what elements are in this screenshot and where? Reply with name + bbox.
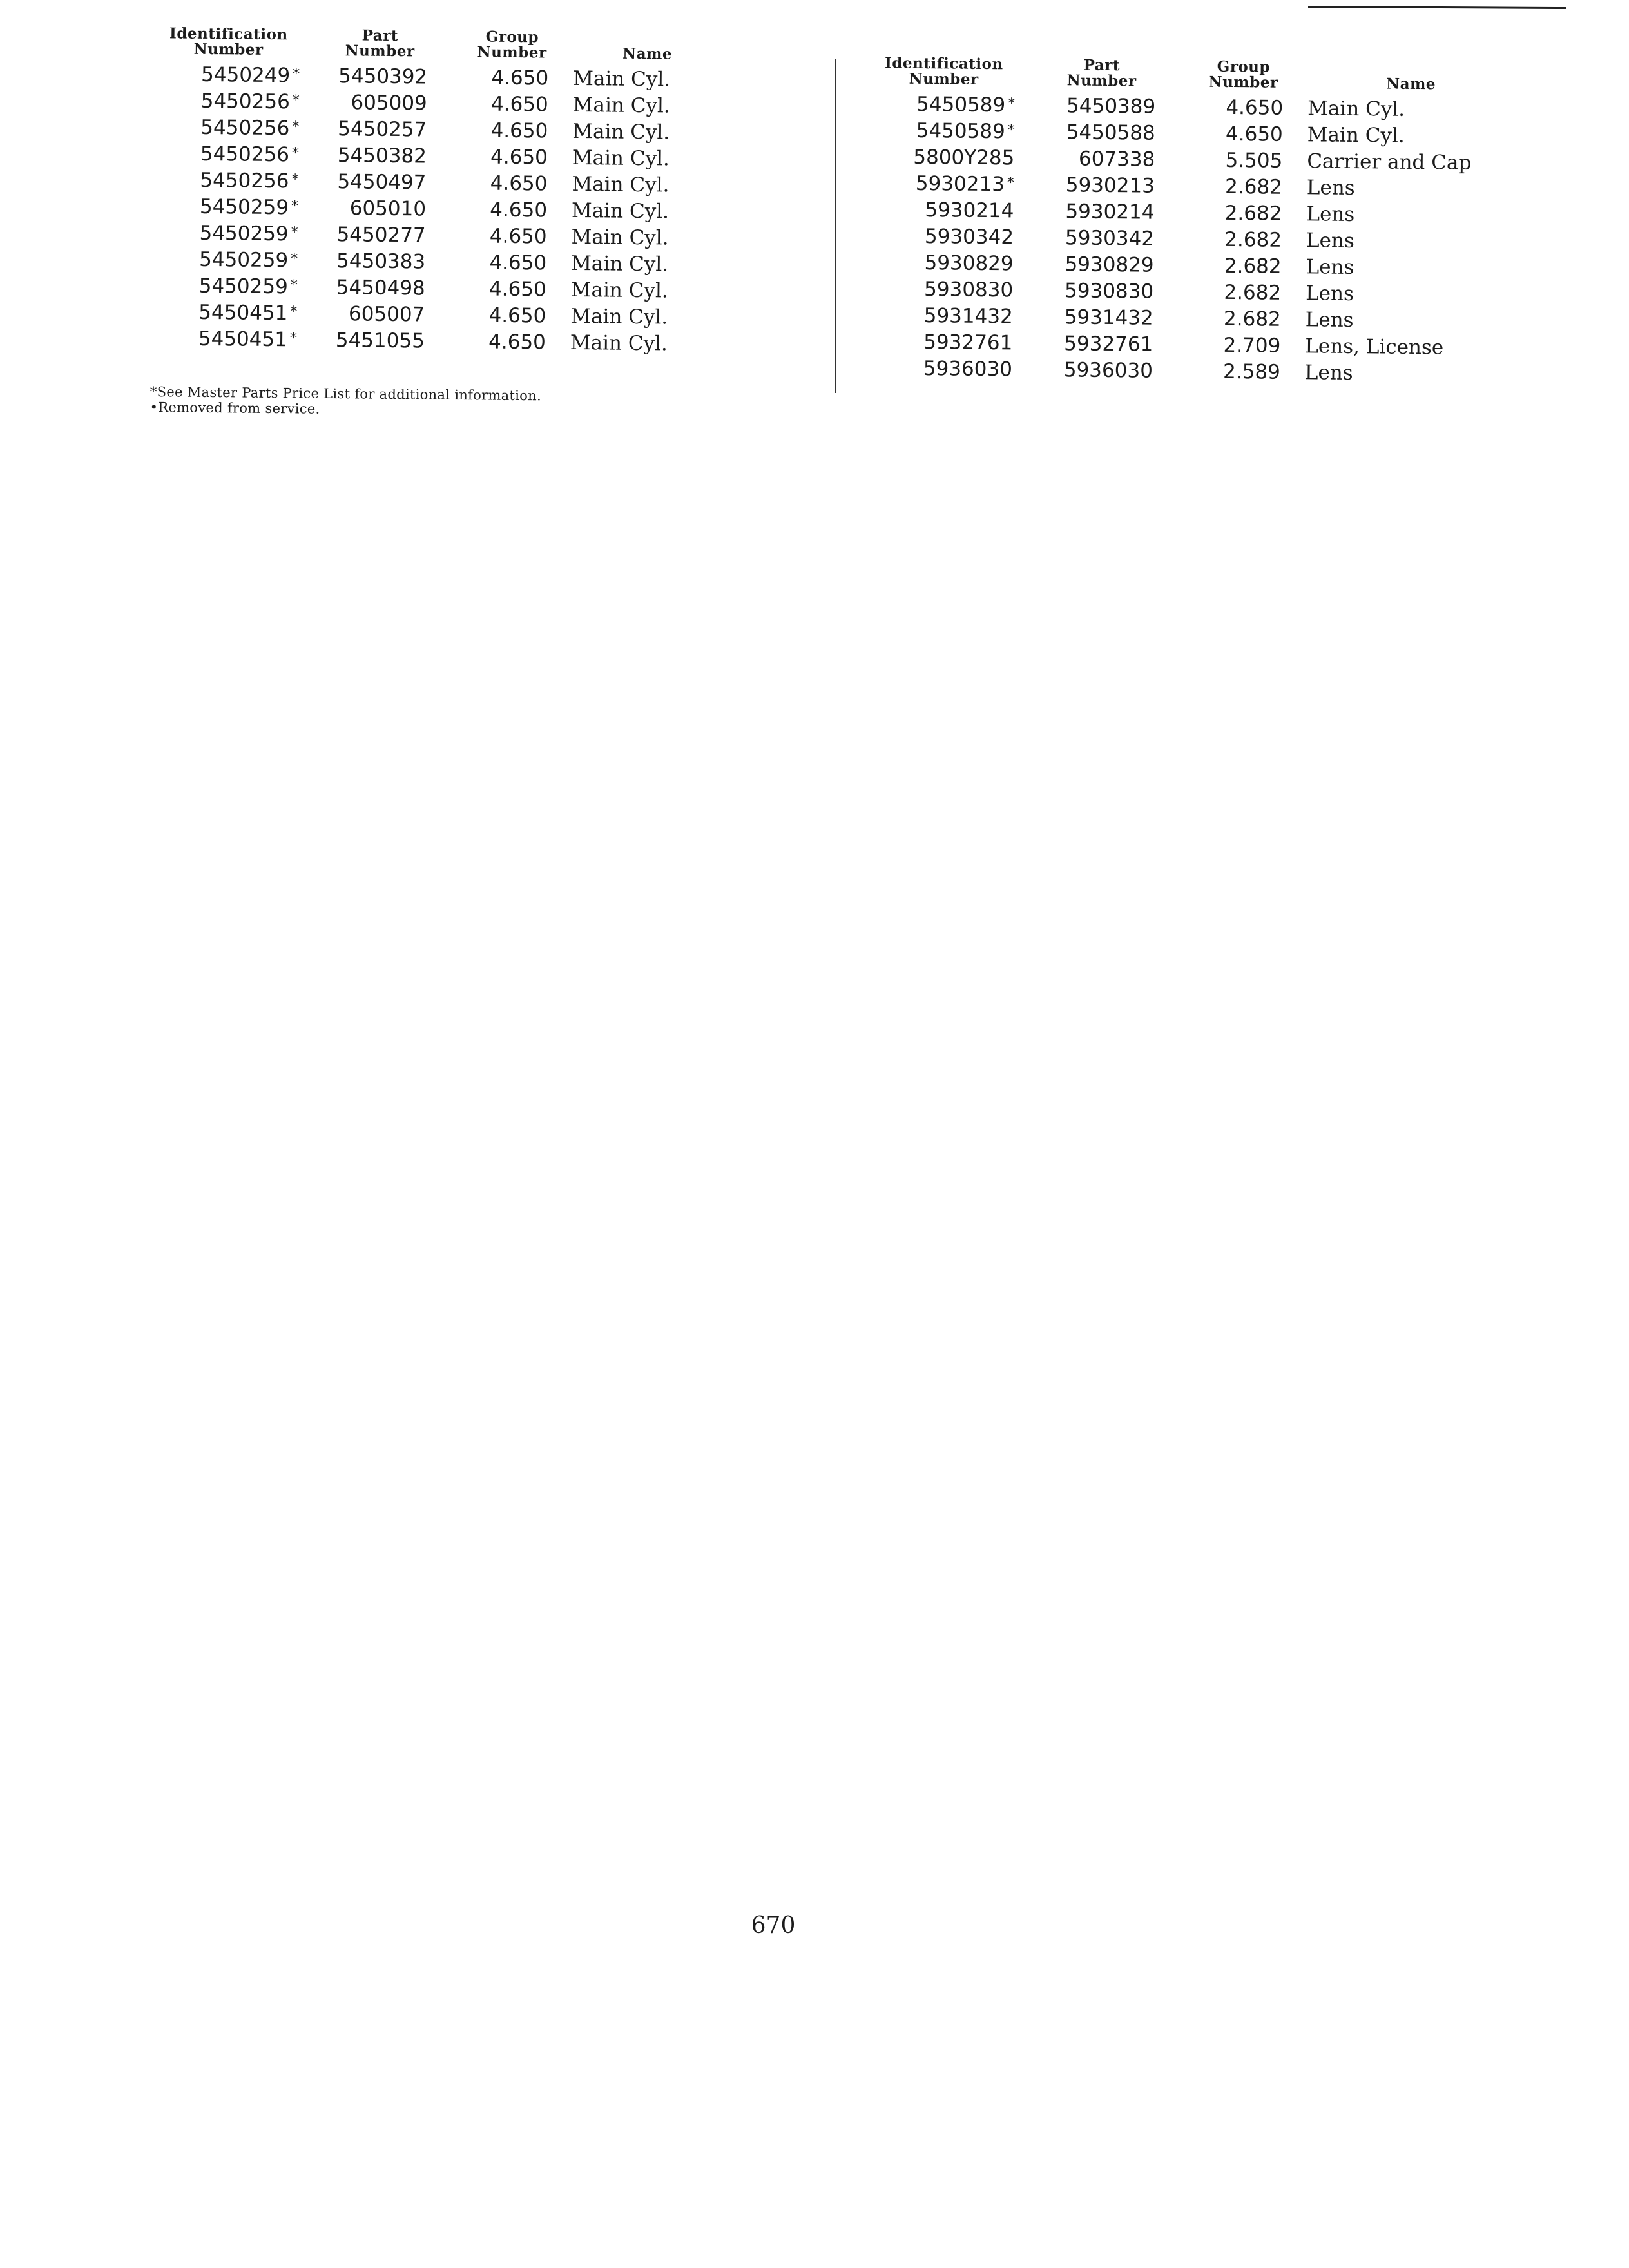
identification-number-cell (863, 117, 1024, 145)
asterisk-mark: * (1008, 95, 1016, 111)
name-value: Main Cyl. (570, 251, 669, 276)
identification-number-value: 5450259 (198, 247, 289, 272)
asterisk-mark: * (291, 144, 300, 161)
identification-number-value: 5930342 (924, 224, 1014, 249)
identification-number-value: 5450259 (199, 221, 289, 245)
name-cell (1307, 148, 1513, 176)
part-number-cell (1023, 224, 1177, 253)
group-number-value: 4.650 (490, 171, 548, 195)
header-name: Name (1385, 75, 1436, 93)
header-identification-number: Identification Number (169, 24, 288, 59)
identification-number-value: 5450589 (916, 92, 1006, 117)
name-value: Main Cyl. (571, 198, 670, 223)
identification-number-cell (860, 354, 1021, 383)
name-value: Main Cyl. (570, 331, 668, 355)
group-number-value: 2.682 (1224, 254, 1282, 278)
asterisk-mark: * (290, 303, 298, 320)
left-header-row (148, 26, 722, 66)
group-number-value: 4.650 (490, 198, 548, 222)
header-name: Name (622, 44, 673, 63)
identification-number-cell (145, 298, 306, 327)
group-number-value: 4.650 (488, 303, 546, 327)
name-value: Main Cyl. (572, 119, 670, 144)
identification-number-cell (148, 61, 309, 89)
identification-number-cell (147, 140, 308, 168)
identification-number-value: 5932761 (923, 330, 1013, 354)
name-value: Main Cyl. (1307, 96, 1405, 121)
group-number-cell (450, 117, 572, 144)
part-number-cell (307, 274, 448, 302)
name-cell (572, 171, 720, 198)
group-number-cell (448, 249, 571, 276)
name-cell (1306, 280, 1512, 308)
part-number-value: 5930342 (1065, 226, 1155, 251)
part-number-cell (308, 142, 450, 169)
asterisk-mark: * (291, 197, 299, 214)
identification-number-value: 5450256 (200, 142, 290, 166)
identification-number-cell (861, 249, 1022, 277)
group-number-cell (450, 143, 572, 171)
part-number-value: 5450277 (336, 222, 426, 247)
group-number-value: 4.650 (490, 145, 548, 169)
group-number-value: 2.589 (1222, 360, 1281, 384)
asterisk-mark: * (292, 118, 300, 135)
name-cell (1307, 174, 1513, 202)
part-number-value: 5930829 (1065, 252, 1154, 277)
identification-number-cell (862, 222, 1023, 251)
part-number-value: 5450257 (338, 117, 427, 142)
asterisk-mark: * (292, 91, 300, 108)
identification-number-cell (146, 219, 307, 247)
part-number-cell (307, 247, 448, 275)
part-number-value: 5450498 (336, 275, 425, 300)
name-cell (1305, 359, 1511, 387)
part-number-cell (1022, 251, 1177, 279)
part-number-cell (1024, 92, 1179, 120)
part-number-value: 5450383 (336, 249, 426, 274)
part-number-value: 5932761 (1064, 331, 1153, 356)
header-part-number: Part Number (1066, 56, 1137, 90)
part-number-value: 605007 (348, 302, 425, 327)
identification-number-value: 5930214 (925, 198, 1014, 222)
right-table-body (860, 90, 1514, 388)
name-cell (1306, 227, 1512, 255)
header-identification-number: Identification Number (884, 54, 1003, 88)
part-number-cell (306, 327, 448, 354)
group-number-cell (1176, 331, 1305, 359)
asterisk-mark: * (291, 224, 298, 240)
part-number-cell (309, 89, 450, 117)
identification-number-value: 5800Y285 (913, 145, 1015, 169)
identification-number-cell (862, 143, 1023, 171)
name-value: Main Cyl. (570, 278, 668, 302)
part-number-value: 5450392 (338, 64, 428, 89)
group-number-cell (1178, 146, 1307, 174)
identification-number-value: 5450259 (198, 274, 288, 298)
part-number-value: 5450588 (1066, 120, 1155, 145)
asterisk-mark: * (1007, 121, 1015, 138)
name-cell (570, 329, 718, 357)
identification-number-value: 5450259 (199, 195, 289, 219)
group-number-value: 4.650 (488, 277, 546, 301)
name-cell (1306, 200, 1512, 229)
footnote-master-parts: *See Master Parts Price List for additional information. (149, 384, 542, 404)
group-number-cell (1179, 93, 1307, 121)
group-number-value: 4.650 (488, 330, 546, 354)
identification-number-value: 5930829 (924, 251, 1014, 275)
name-value: Main Cyl. (572, 172, 670, 197)
part-number-cell (1021, 330, 1176, 358)
part-number-cell (1023, 145, 1178, 173)
group-number-value: 4.650 (491, 66, 549, 90)
header-part-number: Part Number (345, 26, 415, 61)
name-value: Lens (1306, 202, 1355, 226)
name-value: Carrier and Cap (1307, 149, 1472, 175)
part-number-cell (1023, 171, 1178, 200)
group-number-cell (448, 222, 571, 250)
name-value: Main Cyl. (572, 93, 670, 117)
part-number-cell (1022, 277, 1177, 305)
left-table-body (145, 61, 722, 357)
group-number-cell (1177, 199, 1306, 227)
group-number-cell (450, 64, 573, 91)
name-value: Lens (1306, 228, 1355, 253)
part-number-cell (309, 62, 450, 90)
group-number-value: 4.650 (489, 251, 547, 274)
part-number-cell (306, 300, 448, 328)
group-number-cell (449, 196, 572, 224)
part-number-value: 605009 (351, 90, 427, 115)
asterisk-mark: * (1007, 174, 1015, 191)
name-cell (572, 197, 720, 225)
identification-number-cell (146, 166, 307, 195)
name-cell (1306, 306, 1512, 334)
group-number-value: 2.682 (1223, 307, 1281, 331)
identification-number-cell (862, 169, 1023, 198)
identification-number-cell (861, 275, 1022, 303)
identification-number-cell (146, 245, 307, 274)
identification-number-cell (145, 325, 306, 353)
identification-number-value: 5450256 (200, 168, 289, 193)
group-number-cell (1176, 358, 1305, 385)
part-number-value: 5451055 (335, 328, 425, 353)
identification-number-value: 5450256 (200, 115, 290, 140)
part-number-cell (1023, 198, 1177, 226)
part-number-value: 5930830 (1064, 278, 1154, 303)
identification-number-cell (861, 302, 1022, 330)
header-group-number: Group Number (477, 28, 547, 62)
left-parts-table (145, 26, 722, 357)
group-number-value: 2.709 (1223, 333, 1281, 358)
name-cell (573, 91, 721, 119)
group-number-cell (1178, 173, 1307, 200)
name-cell (1307, 95, 1514, 123)
top-rule (1308, 6, 1566, 9)
group-number-value: 5.505 (1225, 148, 1283, 173)
part-number-value: 5931432 (1064, 305, 1153, 330)
group-number-value: 4.650 (1225, 122, 1283, 146)
group-number-value: 4.650 (490, 92, 548, 117)
group-number-cell (1177, 252, 1306, 280)
group-number-cell (450, 90, 573, 118)
name-value: Lens, License (1305, 334, 1444, 359)
name-value: Main Cyl. (572, 66, 671, 91)
name-cell (572, 118, 720, 146)
group-number-cell (1177, 278, 1306, 306)
name-value: Main Cyl. (572, 146, 670, 170)
part-number-cell (307, 221, 448, 249)
name-cell (571, 276, 719, 304)
name-value: Lens (1306, 255, 1354, 279)
group-number-value: 2.682 (1224, 280, 1282, 305)
name-value: Lens (1306, 175, 1355, 200)
identification-number-value: 5930830 (923, 277, 1014, 302)
part-number-value: 5450389 (1066, 93, 1156, 119)
name-cell (1305, 332, 1511, 361)
identification-number-cell (146, 193, 307, 221)
part-number-cell (307, 168, 449, 196)
part-number-value: 5450382 (337, 143, 427, 168)
group-number-value: 4.650 (490, 119, 548, 143)
identification-number-cell (146, 272, 307, 300)
part-number-cell (1024, 119, 1179, 147)
identification-number-cell (860, 328, 1021, 356)
part-number-value: 5450497 (337, 169, 427, 195)
identification-number-value: 5931432 (923, 303, 1013, 328)
part-number-cell (1022, 303, 1177, 332)
part-number-cell (308, 115, 450, 143)
identification-number-value: 5936030 (923, 356, 1013, 381)
table-row (145, 325, 718, 357)
part-number-value: 5930214 (1065, 199, 1155, 224)
part-number-value: 607338 (1078, 147, 1155, 171)
name-value: Main Cyl. (571, 225, 669, 249)
name-cell (1307, 121, 1514, 149)
identification-number-cell (862, 196, 1023, 224)
identification-number-value: 5450589 (916, 119, 1005, 143)
name-cell (570, 303, 718, 331)
name-value: Lens (1304, 360, 1353, 385)
identification-number-cell (863, 90, 1024, 119)
identification-number-value: 5450256 (200, 89, 290, 113)
asterisk-mark: * (293, 65, 300, 82)
identification-number-value: 5930213 (915, 171, 1005, 196)
group-number-value: 4.650 (489, 224, 547, 248)
identification-number-cell (147, 113, 308, 142)
name-value: Main Cyl. (570, 304, 668, 329)
asterisk-mark: * (291, 250, 298, 267)
name-cell (573, 65, 721, 93)
group-number-cell (1177, 226, 1306, 253)
group-number-cell (1179, 120, 1307, 148)
asterisk-mark: * (290, 276, 298, 293)
part-number-cell (1021, 356, 1176, 385)
group-number-cell (1177, 305, 1306, 332)
group-number-value: 4.650 (1226, 95, 1284, 120)
identification-number-value: 5450249 (200, 62, 291, 87)
column-divider (835, 59, 836, 393)
group-number-value: 2.682 (1224, 201, 1282, 226)
part-number-value: 5930213 (1065, 173, 1155, 198)
name-cell (1306, 253, 1512, 282)
right-parts-table (860, 55, 1514, 388)
name-value: Lens (1305, 281, 1354, 305)
group-number-value: 2.682 (1224, 175, 1283, 199)
name-value: Main Cyl. (1307, 122, 1405, 148)
page-number: 670 (751, 1912, 796, 1939)
part-number-cell (307, 195, 449, 222)
footnote-removed-from-service: •Removed from service. (149, 399, 320, 417)
group-number-value: 2.682 (1224, 227, 1282, 252)
group-number-cell (448, 275, 571, 303)
asterisk-mark: * (289, 329, 298, 346)
name-value: Lens (1305, 307, 1354, 332)
part-number-value: 605010 (349, 196, 427, 221)
footnotes (149, 384, 541, 419)
header-group-number: Group Number (1208, 57, 1278, 91)
name-cell (571, 224, 719, 251)
name-cell (572, 144, 720, 172)
group-number-cell (449, 169, 572, 197)
name-cell (571, 250, 719, 278)
identification-number-cell (148, 87, 309, 115)
group-number-cell (448, 302, 570, 329)
identification-number-value: 5450451 (198, 300, 288, 325)
group-number-cell (448, 328, 570, 356)
identification-number-value: 5450451 (198, 327, 288, 351)
part-number-value: 5936030 (1063, 358, 1153, 383)
asterisk-mark: * (291, 171, 299, 187)
